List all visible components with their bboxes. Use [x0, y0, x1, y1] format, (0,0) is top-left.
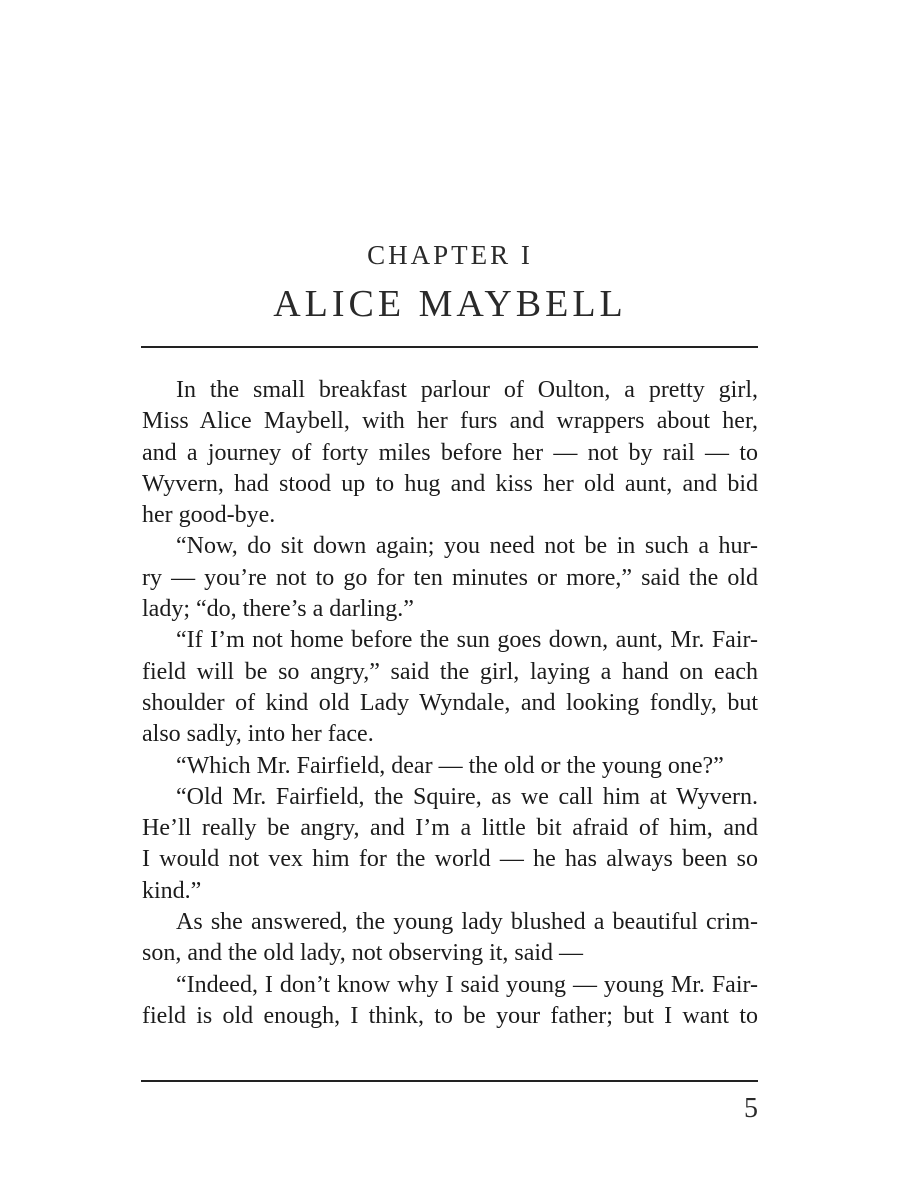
text-line: I would not vex him for the world — he has always been so [142, 846, 758, 873]
text-line: son, and the old lady, not observing it, said — [142, 940, 584, 967]
text-line: also sadly, into her face. [142, 721, 374, 748]
text-line: field will be so angry,” said the girl, laying a hand on each [142, 658, 758, 685]
footer-rule [141, 1080, 758, 1082]
text-line: lady; “do, there’s a darling.” [142, 596, 414, 623]
text-line: shoulder of kind old Lady Wyndale, and looking fondly, but [142, 689, 758, 716]
text-line: “Now, do sit down again; you need not be in such a hur- [176, 533, 758, 560]
page-number: 5 [744, 1093, 758, 1124]
text-line: Wyvern, had stood up to hug and kiss her old aunt, and bid [142, 470, 758, 497]
text-line: “If I’m not home before the sun goes down, aunt, Mr. Fair- [176, 627, 758, 654]
text-line: He’ll really be angry, and I’m a little bit afraid of him, and [142, 815, 758, 842]
text-line: In the small breakfast parlour of Oulton, a pretty girl, [176, 377, 758, 403]
header-rule [141, 346, 758, 348]
chapter-title: ALICE MAYBELL [273, 283, 627, 325]
text-line: kind.” [142, 877, 202, 904]
text-line: “Which Mr. Fairfield, dear — the old or the young one?” [176, 752, 724, 779]
text-line: “Old Mr. Fairfield, the Squire, as we call him at Wyvern. [176, 783, 758, 810]
text-line: and a journey of forty miles before her — not by rail — to [142, 439, 758, 466]
text-line: Miss Alice Maybell, with her furs and wrappers about her, [142, 408, 758, 435]
text-line: As she answered, the young lady blushed a beautiful crim- [176, 909, 758, 936]
text-line: ry — you’re not to go for ten minutes or more,” said the old [142, 564, 758, 591]
chapter-body [142, 375, 758, 1032]
text-line: her good-bye. [142, 502, 276, 529]
text-line: field is old enough, I think, to be your father; but I want to [142, 1002, 758, 1029]
text-line: “Indeed, I don’t know why I said young — young Mr. Fair- [176, 971, 758, 998]
chapter-label: CHAPTER I [367, 240, 533, 270]
